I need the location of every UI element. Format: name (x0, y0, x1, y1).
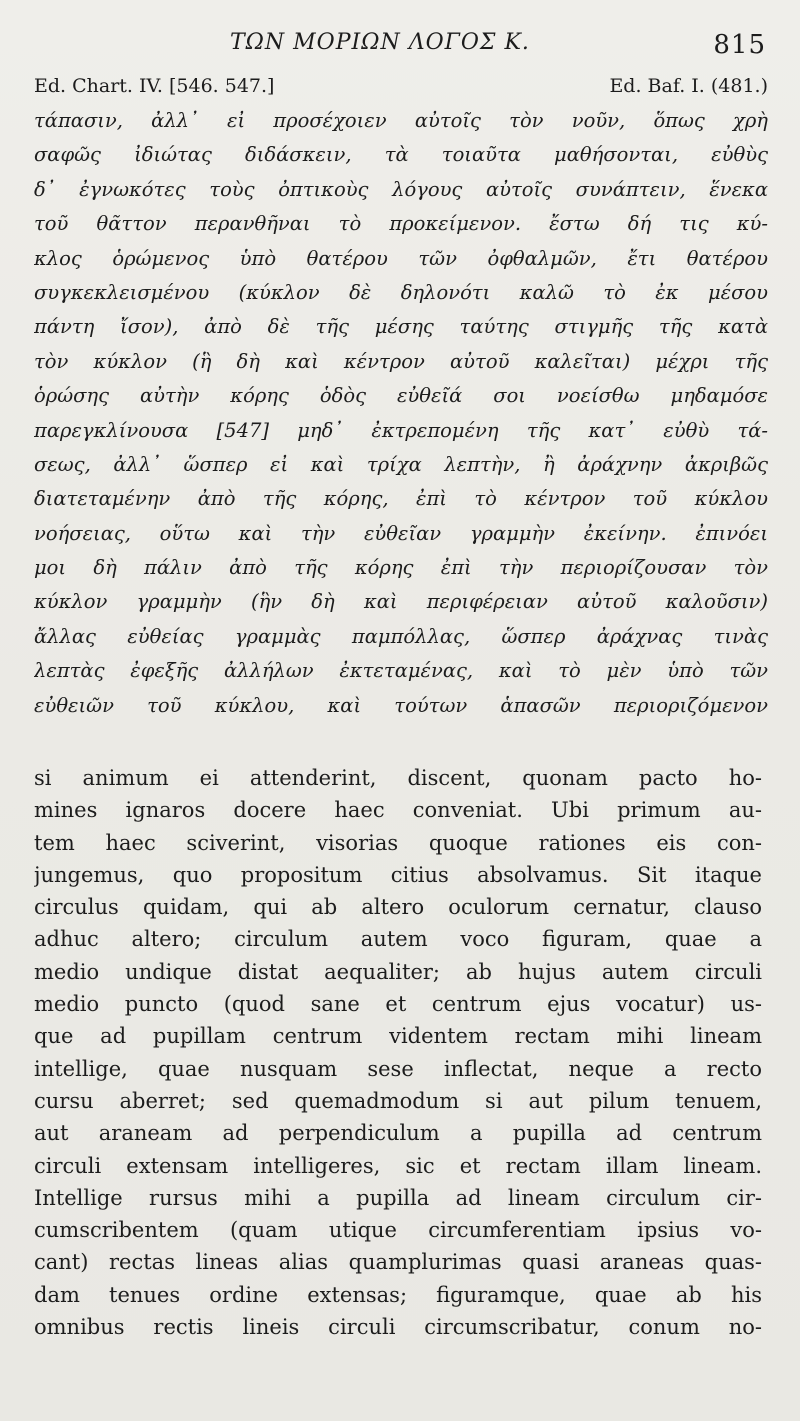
latin-text-line: omnibus rectis lineis circuli circumscribatur, conum no- (34, 1315, 762, 1340)
latin-text-block (34, 762, 762, 1343)
greek-text-line: πάντη ἴσον), ἀπὸ δὲ τῆς μέσης ταύτης στιγμῆς τῆς κατὰ (34, 315, 768, 339)
latin-text-line: intellige, quae nusquam sese inflectat, neque a recto (34, 1056, 762, 1081)
latin-text-line: cumscribentem (quam utique circumferentiam ipsius vo- (34, 1218, 762, 1243)
greek-text-line: μοι δὴ πάλιν ἀπὸ τῆς κόρης ἐπὶ τὴν περιορίζουσαν τὸν (34, 556, 768, 580)
latin-text-line: cant) rectas lineas alias quamplurimas quasi araneas quas- (34, 1250, 762, 1275)
greek-text-line: εὐθειῶν τοῦ κύκλου, καὶ τούτων ἁπασῶν περιοριζόμενον (34, 693, 768, 717)
greek-text-block (34, 104, 768, 723)
greek-text-line: δ᾽ ἐγνωκότες τοὺς ὀπτικοὺς λόγους αὐτοῖς συνάπτειν, ἕνεκα (34, 177, 768, 201)
latin-text-line: circulus quidam, qui ab altero oculorum cernatur, clauso (34, 895, 762, 920)
greek-text-line: τοῦ θᾶττον περανθῆναι τὸ προκείμενον. ἔστω δή τις κύ- (34, 212, 768, 236)
running-head (0, 24, 800, 64)
greek-text-line: τὸν κύκλον (ἣ δὴ καὶ κέντρον αὐτοῦ καλεῖται) μέχρι τῆς (34, 349, 768, 373)
greek-text-line: ὁρώσης αὐτὴν κόρης ὁδὸς εὐθεῖά σοι νοείσθω μηδαμόσε (34, 384, 768, 408)
page-number: 815 (713, 30, 766, 60)
edition-chartier-reference: Ed. Chart. IV. [546. 547.] (34, 75, 275, 97)
latin-text-line: si animum ei attenderint, discent, quonam pacto ho- (34, 766, 762, 790)
latin-text-line: medio puncto (quod sane et centrum ejus vocatur) us- (34, 992, 762, 1017)
greek-text-line: σεως, ἀλλ᾽ ὥσπερ εἰ καὶ τρίχα λεπτὴν, ἢ ἀράχνην ἀκριβῶς (34, 452, 768, 476)
greek-text-line: σαφῶς ἰδιώτας διδάσκειν, τὰ τοιαῦτα μαθήσονται, εὐθὺς (34, 143, 768, 167)
greek-text-line: συγκεκλεισμένου (κύκλον δὲ δηλονότι καλῶ τὸ ἐκ μέσου (34, 280, 768, 304)
greek-text-line: λεπτὰς ἐφεξῆς ἀλλήλων ἐκτεταμένας, καὶ τὸ μὲν ὑπὸ τῶν (34, 659, 768, 683)
latin-text-line: mines ignaros docere haec conveniat. Ubi primum au- (34, 798, 762, 823)
greek-text-line: παρεγκλίνουσα [547] μηδ᾽ ἐκτρεπομένη τῆς κατ᾽ εὐθὺ τά- (34, 418, 768, 442)
greek-text-line: νοήσειας, οὕτω καὶ τὴν εὐθεῖαν γραμμὴν ἐκείνην. ἐπινόει (34, 521, 768, 545)
latin-text-line: adhuc altero; circulum autem voco figuram, quae a (34, 927, 762, 952)
latin-text-line: cursu aberret; sed quemadmodum si aut pilum tenuem, (34, 1088, 762, 1113)
edition-reference-line (34, 75, 768, 103)
greek-text-line: κλος ὁρώμενος ὑπὸ θατέρου τῶν ὀφθαλμῶν, ἔτι θατέρου (34, 246, 768, 270)
latin-text-line: que ad pupillam centrum videntem rectam mihi lineam (34, 1024, 762, 1049)
edition-basel-reference: Ed. Baf. I. (481.) (609, 75, 768, 97)
greek-text-line: τάπασιν, ἀλλ᾽ εἰ προσέχοιεν αὐτοῖς τὸν νοῦν, ὅπως χρὴ (34, 109, 768, 132)
latin-text-line: medio undique distat aequaliter; ab hujus autem circuli (34, 959, 762, 984)
latin-text-line: aut araneam ad perpendiculum a pupilla ad centrum (34, 1121, 762, 1146)
running-title: ΤΩΝ ΜΟΡΙΩΝ ΛΟΓΟΣ Κ. (230, 30, 530, 55)
latin-text-line: Intellige rursus mihi a pupilla ad lineam circulum cir- (34, 1185, 762, 1210)
greek-text-line: διατεταμένην ἀπὸ τῆς κόρης, ἐπὶ τὸ κέντρον τοῦ κύκλου (34, 487, 768, 511)
latin-text-line: circuli extensam intelligeres, sic et rectam illam lineam. (34, 1153, 762, 1178)
latin-text-line: dam tenues ordine extensas; figuramque, quae ab his (34, 1282, 762, 1307)
latin-text-line: jungemus, quo propositum citius absolvamus. Sit itaque (34, 862, 762, 887)
greek-text-line: ἄλλας εὐθείας γραμμὰς παμπόλλας, ὥσπερ ἀράχνας τινὰς (34, 624, 768, 648)
greek-text-line: κύκλον γραμμὴν (ἣν δὴ καὶ περιφέρειαν αὐτοῦ καλοῦσιν) (34, 590, 768, 614)
latin-text-line: tem haec sciverint, visorias quoque rationes eis con- (34, 830, 762, 855)
